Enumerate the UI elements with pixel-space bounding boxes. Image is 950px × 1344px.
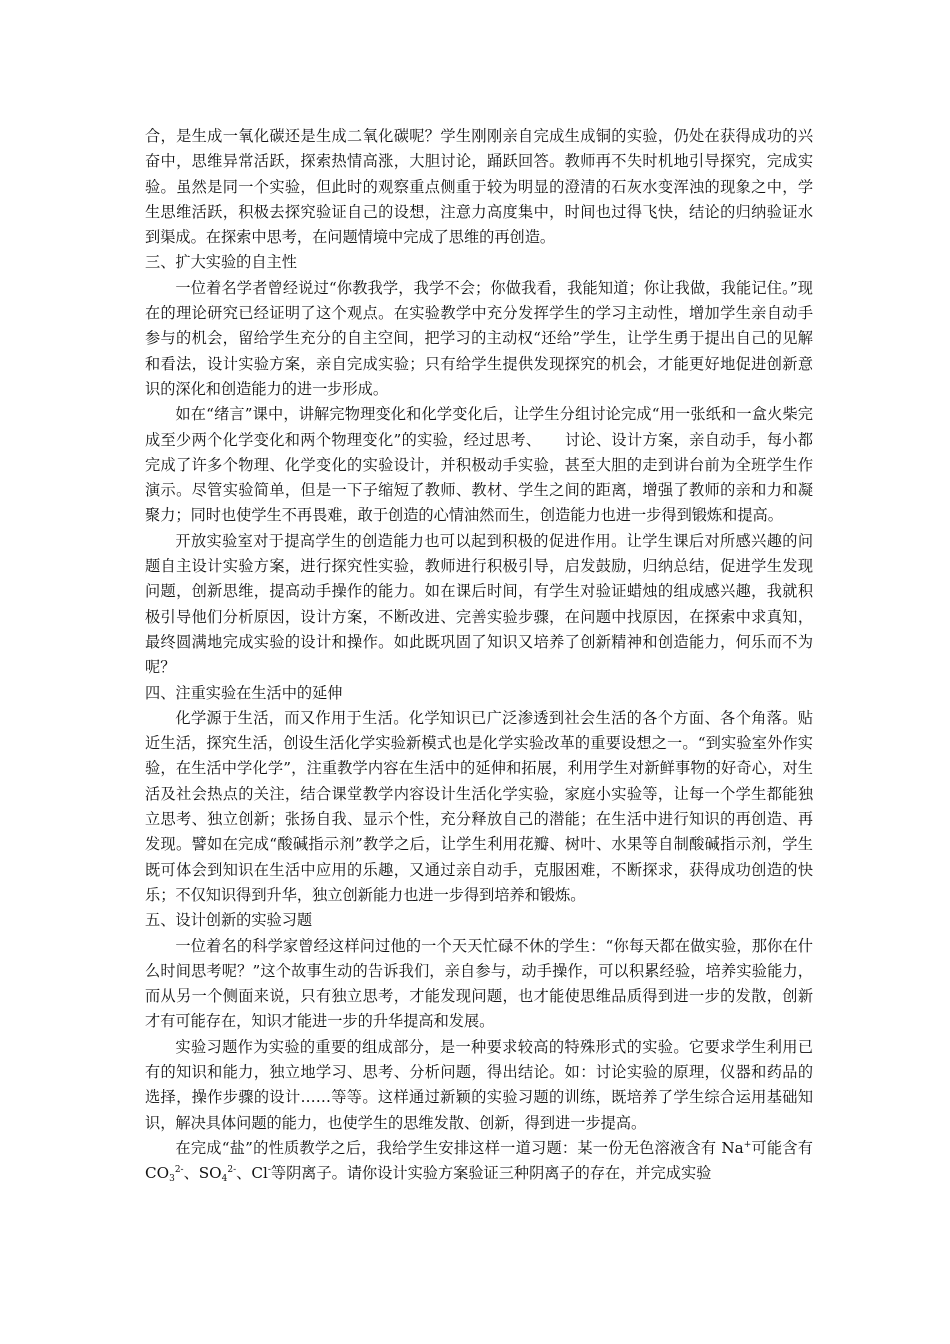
body-paragraph: 一位着名学者曾经说过“你教我学，我学不会；你做我看，我能知道；你让我做，我能记住。”现在的理论研究已经证明了这个观点。在实验教学中充分发挥学生的学习主动性，增加学生亲自动手参与的机会，留给学生充分的自主空间，把学习的主动权“还给”学生，让学生勇于提出自己的见解和看法，设计实验方案，亲自完成实验；只有给学生提供发现探究的机会，才能更好地促进创新意识的深化和创造能力的进一步形成。 (145, 278, 813, 398)
co3-charge: 2- (174, 1164, 184, 1175)
so4-subscript: 4 (221, 1174, 228, 1185)
ion-text-part: 等阴离子。请你设计实验方案验证三种阴离子的存在，并完成实验 (270, 1164, 712, 1183)
section-heading-3: 三、扩大实验的自主性 (145, 253, 297, 272)
body-paragraph: 实验习题作为实验的重要的组成部分，是一种要求较高的特殊形式的实验。它要求学生利用已有的知识和能力，独立地学习、思考、分析问题，得出结论。如：讨论实验的原理，仪器和药品的选择，操作步骤的设计……等等。这样通过新颖的实验习题的训练，既培养了学生综合运用基础知识，解决具体问题的能力，也使学生的思维发散、创新，得到进一步提高。 (145, 1037, 813, 1132)
ion-text-part: 在完成“盐”的性质教学之后，我给学生安排这样一道习题：某一份无色溶液含有 Na (175, 1138, 744, 1157)
body-paragraph: 如在“绪言”课中，讲解完物理变化和化学变化后，让学生分组讨论完成“用一张纸和一盒火柴完成至少两个化学变化和两个物理变化”的实验，经过思考、 讨论、设计方案，亲自动手，每小都完成了许多个物理、化学变化的实验设计，并积极动手实验，甚至大胆的走到讲台前为全班学生作演示。尽管实验简单，但是一下子缩短了教师、教材、学生之间的距离，增强了教师的亲和力和凝聚力；同时也使学生不再畏难，敢于创造的心情油然而生，创造能力也进一步得到锻炼和提高。 (145, 405, 813, 525)
body-paragraph: 一位着名的科学家曾经这样问过他的一个天天忙碌不休的学生：“你每天都在做实验，那你在什么时间思考呢？”这个故事生动的告诉我们，亲自参与，动手操作，可以积累经验，培养实验能力，而从另一个侧面来说，只有独立思考，才能发现问题，也才能使思维品质得到进一步的发散，创新才有可能存在，知识才能进一步的升华提高和发展。 (145, 936, 813, 1031)
ion-text-part: 、Cl (236, 1164, 268, 1183)
section-heading-4: 四、注重实验在生活中的延伸 (145, 683, 343, 702)
na-charge: + (743, 1139, 752, 1150)
so4-charge: 2- (227, 1164, 237, 1175)
body-paragraph-ions (145, 1136, 813, 1187)
body-paragraph: 开放实验室对于提高学生的创造能力也可以起到积极的促进作用。让学生课后对所感兴趣的问题自主设计实验方案，进行探究性实验，教师进行积极引导，启发鼓励，归纳总结，促进学生发现问题，创新思维，提高动手操作的能力。如在课后时间，有学生对验证蜡烛的组成感兴趣，我就积极引导他们分析原因，设计方案，不断改进、完善实验步骤，在问题中找原因，在探索中求真知，最终圆满地完成实验的设计和操作。如此既巩固了知识又培养了创新精神和创造能力，何乐而不为呢？ (145, 531, 813, 677)
cl-charge: - (267, 1164, 271, 1175)
section-heading-5: 五、设计创新的实验习题 (145, 911, 313, 930)
co3-subscript: 3 (169, 1174, 175, 1185)
body-paragraph: 化学源于生活，而又作用于生活。化学知识已广泛渗透到社会生活的各个方面、各个角落。贴近生活，探究生活，创设生活化学实验新模式也是化学实验改革的重要设想之一。“到实验室外作实验，在生活中学化学”，注重教学内容在生活中的延伸和拓展，利用学生对新鲜事物的好奇心，对生活及社会热点的关注，结合课堂教学内容设计生活化学实验，家庭小实验等，让每一个学生都能独立思考、独立创新；张扬自我、显示个性，充分释放自己的潜能；在生活中进行知识的再创造、再发现。譬如在完成“酸碱指示剂”教学之后，让学生利用花瓣、树叶、水果等自制酸碱指示剂，学生既可体会到知识在生活中应用的乐趣，又通过亲自动手，克服困难，不断探求，获得成功创造的快乐；不仅知识得到升华，独立创新能力也进一步得到培养和锻炼。 (145, 708, 813, 904)
ion-text-part: 可能含有 CO (145, 1138, 813, 1183)
document-body (145, 124, 813, 1186)
paragraph-continued: 合，是生成一氧化碳还是生成二氧化碳呢？学生刚刚亲自完成生成铜的实验，仍处在获得成功的兴奋中，思维异常活跃，探索热情高涨，大胆讨论，踊跃回答。教师再不失时机地引导探究，完成实验。虽然是同一个实验，但此时的观察重点侧重于较为明显的澄清的石灰水变浑浊的现象之中，学生思维活跃，积极去探究验证自己的设想，注意力高度集中，时间也过得飞快，结论的归纳验证水到渠成。在探索中思考，在问题情境中完成了思维的再创造。 (145, 127, 813, 247)
ion-text-part: 、SO (183, 1164, 222, 1183)
